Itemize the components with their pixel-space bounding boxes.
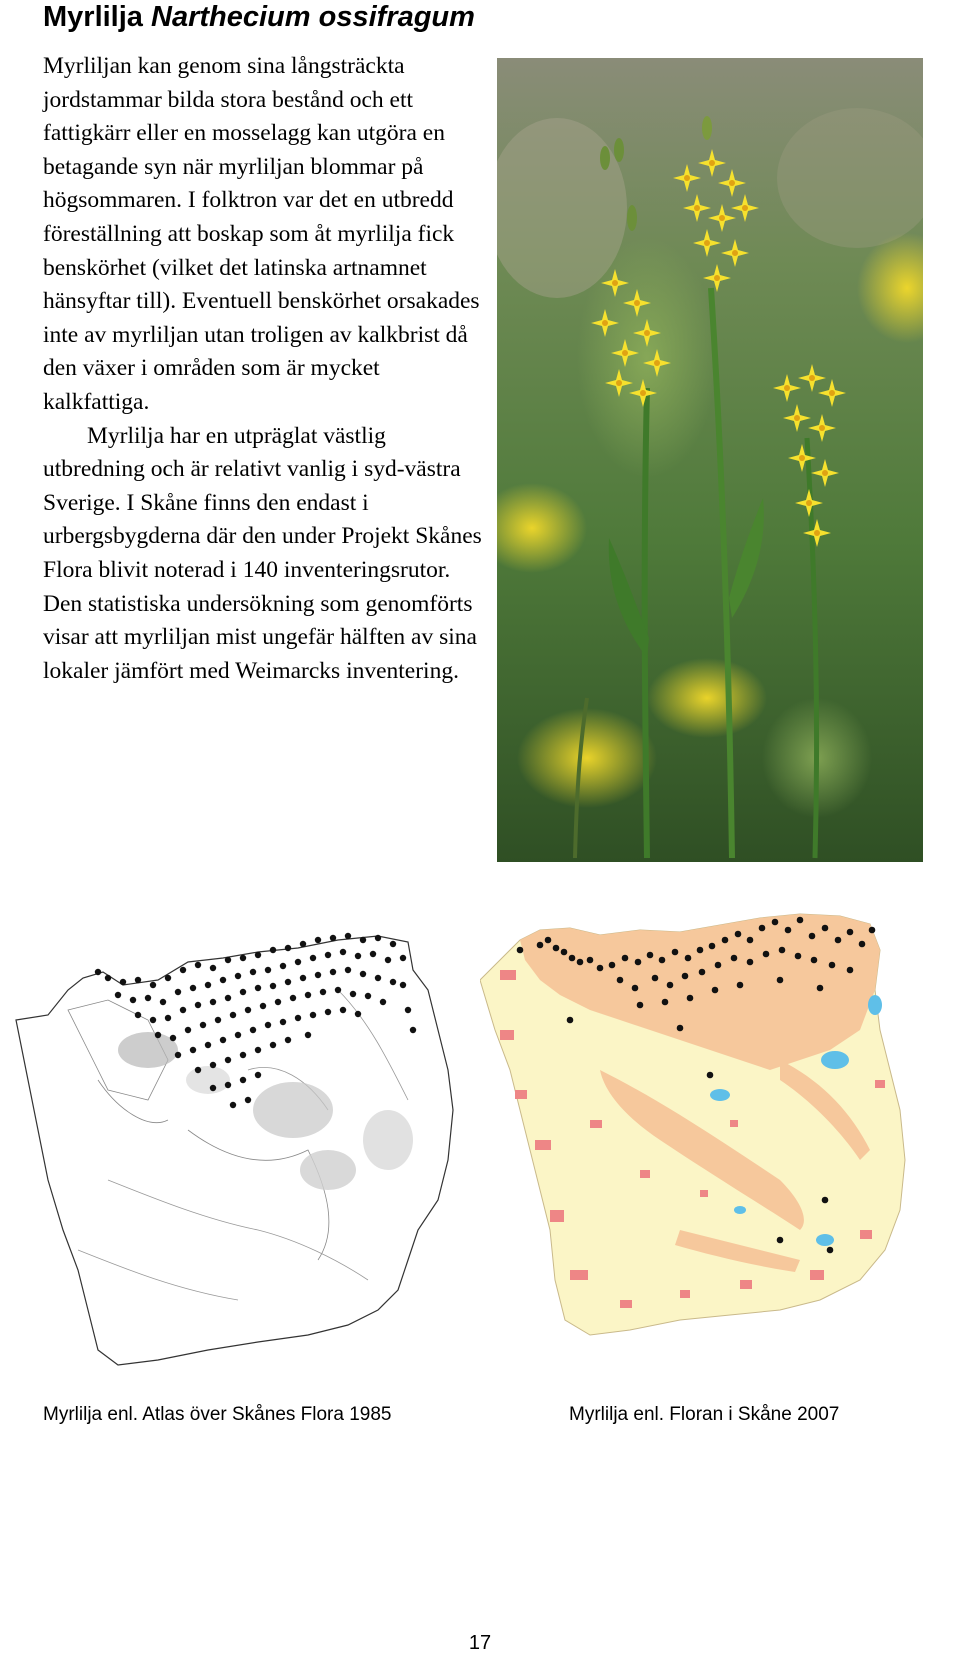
page-title xyxy=(43,0,475,34)
latin-name: Narthecium ossifragum xyxy=(151,1,475,33)
map-atlas-1985 xyxy=(8,930,470,1380)
page-number: 17 xyxy=(468,1632,492,1654)
map-floran-2007 xyxy=(480,910,910,1350)
paragraph-intro: Myrliljan kan genom sina långsträckta jordstammar bilda stora bestånd och ett fattigkärr eller en mosselagg kan utgöra en betagande syn när myrliljan blommar på högsommaren. I folktron var det en utbredd föreställning att boskap som åt myrlilja fick benskörhet (vilket det latinska artnamnet hänsyftar till). Eventuell benskörhet orsakades inte av myrliljan utan troligen av kalkbrist då den växer i områden som är mycket kalkfattiga. xyxy=(43,53,480,415)
map-caption-1985: Myrlilja enl. Atlas över Skånes Flora 1985 xyxy=(43,1404,392,1425)
plant-photo xyxy=(497,58,923,862)
common-name: Myrlilja xyxy=(43,1,143,33)
map-caption-2007: Myrlilja enl. Floran i Skåne 2007 xyxy=(569,1404,840,1425)
paragraph-distribution: Myrlilja har en utpräglat västlig utbredning och är relativt vanlig i syd-västra Sverige. I Skåne finns den endast i urbergsbygderna där den under Projekt Skånes Flora blivit noterad i 140 inventeringsrutor. Den statistiska undersökning som genomförts visar att myrliljan mist ungefär hälften av sina lokaler jämfört med Weimarcks inventering. xyxy=(43,422,482,684)
article-body xyxy=(43,50,483,688)
